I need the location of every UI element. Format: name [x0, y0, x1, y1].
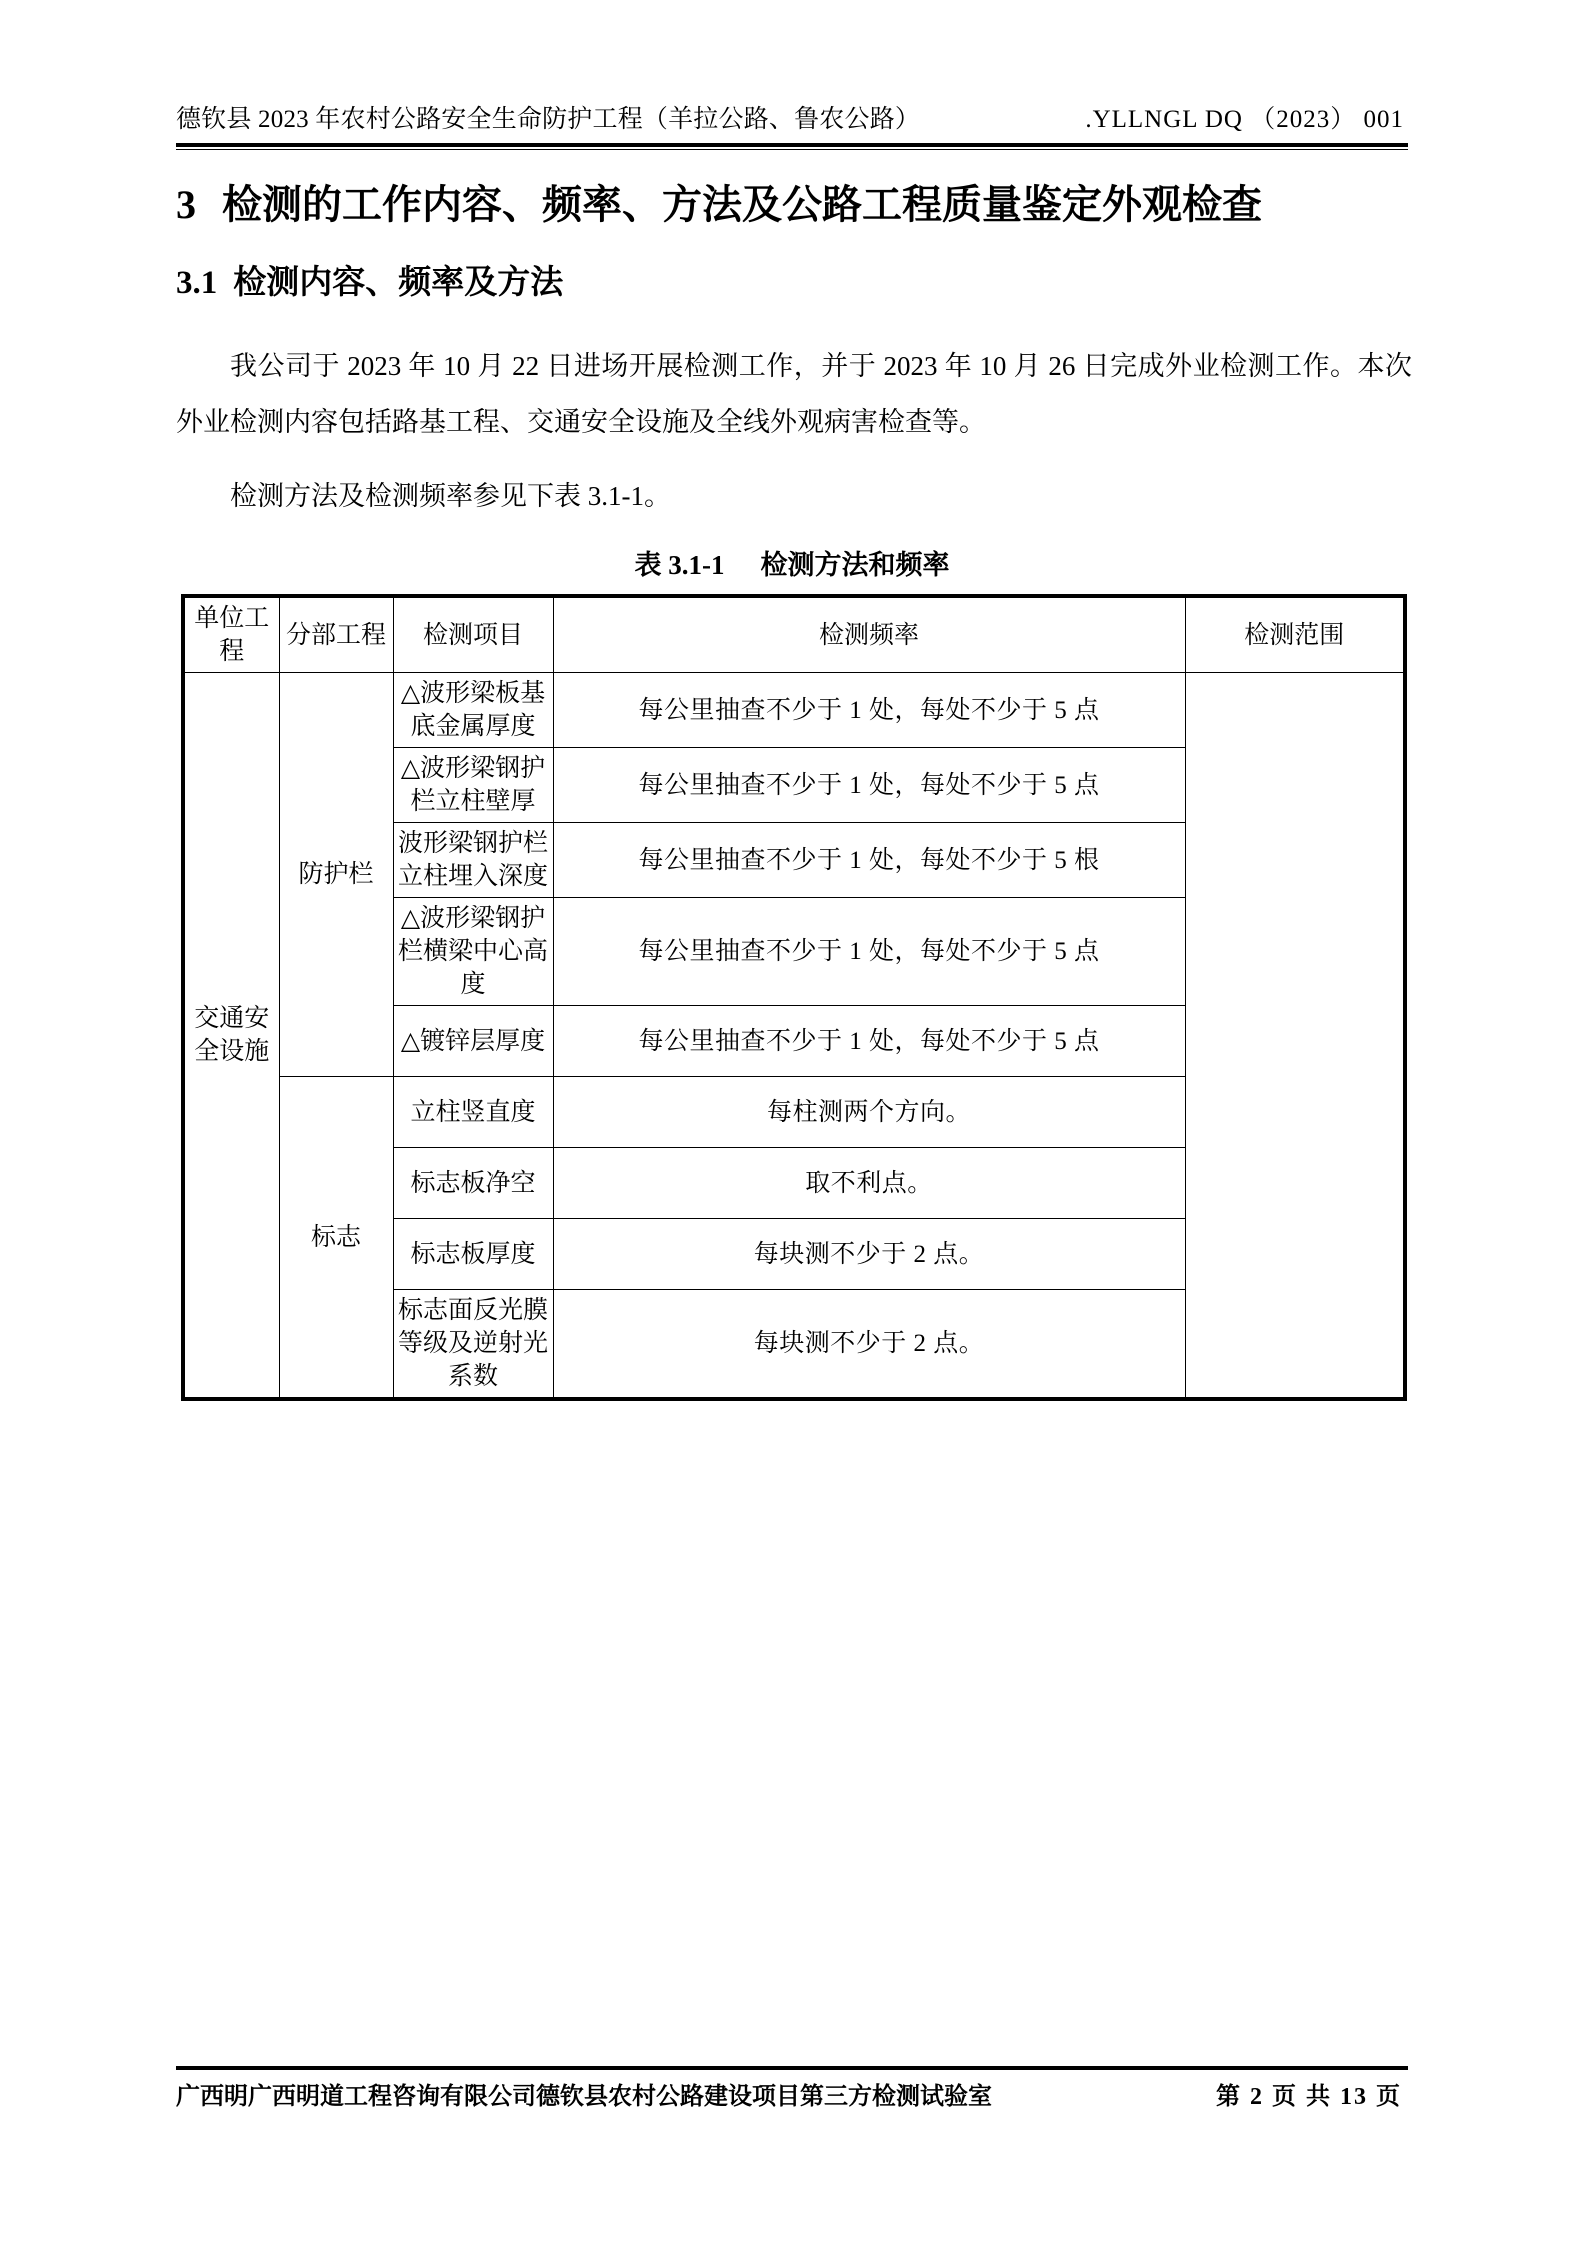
cell-inspection-item: 标志板净空 [393, 1148, 553, 1219]
table-caption [176, 549, 1408, 581]
cell-inspection-scope [1185, 673, 1405, 1400]
footer-page-number: 第 2 页 共 13 页 [1216, 2084, 1402, 2110]
column-header-inspection-frequency: 检测频率 [553, 596, 1185, 673]
section-heading-3 [176, 181, 1416, 229]
paragraph-table-reference: 检测方法及检测频率参见下表 3.1-1。 [230, 481, 671, 511]
cell-unit-engineering: 交通安全设施 [183, 673, 279, 1400]
cell-inspection-frequency: 每公里抽查不少于 1 处，每处不少于 5 点 [553, 673, 1185, 748]
cell-inspection-frequency: 每公里抽查不少于 1 处，每处不少于 5 根 [553, 823, 1185, 898]
table-row [183, 673, 1405, 748]
cell-inspection-item: 波形梁钢护栏立柱埋入深度 [393, 823, 553, 898]
paragraph-inspection-period: 我公司于 2023 年 10 月 22 日进场开展检测工作，并于 2023 年 10 月 26 日完成外业检测工作。本次外业检测内容包括路基工程、交通安全设施及全线外观病害检查等。 [176, 351, 1412, 437]
header-document-code: .YLLNGL DQ （2023） 001 [1085, 106, 1404, 133]
cell-inspection-frequency: 每块测不少于 2 点。 [553, 1290, 1185, 1400]
table-caption-number: 表 3.1-1 [634, 550, 725, 580]
cell-inspection-item: △镀锌层厚度 [393, 1006, 553, 1077]
table-header [183, 596, 1405, 673]
column-header-inspection-scope: 检测范围 [1185, 596, 1405, 673]
section-heading-3-number: 3 [176, 182, 196, 227]
page-header [176, 104, 1408, 135]
cell-inspection-frequency: 每公里抽查不少于 1 处，每处不少于 5 点 [553, 1006, 1185, 1077]
cell-inspection-frequency: 取不利点。 [553, 1148, 1185, 1219]
cell-inspection-frequency: 每块测不少于 2 点。 [553, 1219, 1185, 1290]
cell-inspection-item: △波形梁板基底金属厚度 [393, 673, 553, 748]
section-heading-3-1 [176, 264, 1416, 304]
cell-inspection-item: 标志板厚度 [393, 1219, 553, 1290]
footer-organization: 广西明广西明道工程咨询有限公司德钦县农村公路建设项目第三方检测试验室 [176, 2084, 992, 2110]
table-caption-text: 检测方法和频率 [760, 550, 950, 580]
section-heading-3-1-number: 3.1 [176, 265, 218, 301]
section-heading-3-text: 检测的工作内容、频率、方法及公路工程质量鉴定外观检查 [222, 182, 1262, 227]
table-body [183, 673, 1405, 1400]
inspection-method-table-wrapper [181, 594, 1403, 1401]
header-project-title: 德钦县 2023 年农村公路安全生命防护工程（羊拉公路、鲁农公路） [176, 106, 921, 133]
header-divider-rule [176, 143, 1408, 150]
column-header-inspection-item: 检测项目 [393, 596, 553, 673]
cell-part-guardrail: 防护栏 [279, 673, 393, 1077]
footer-divider-rule [176, 2066, 1408, 2070]
cell-inspection-item: 立柱竖直度 [393, 1077, 553, 1148]
cell-part-sign: 标志 [279, 1077, 393, 1400]
cell-inspection-item: △波形梁钢护栏立柱壁厚 [393, 748, 553, 823]
section-heading-3-1-text: 检测内容、频率及方法 [233, 265, 564, 301]
cell-inspection-frequency: 每柱测两个方向。 [553, 1077, 1185, 1148]
inspection-method-table [181, 594, 1407, 1401]
cell-inspection-frequency: 每公里抽查不少于 1 处，每处不少于 5 点 [553, 748, 1185, 823]
page-footer [176, 2082, 1408, 2113]
table-header-row [183, 596, 1405, 673]
body-text-block [176, 338, 1412, 524]
column-header-part-engineering: 分部工程 [279, 596, 393, 673]
cell-inspection-frequency: 每公里抽查不少于 1 处，每处不少于 5 点 [553, 898, 1185, 1006]
column-header-unit-engineering: 单位工程 [183, 596, 279, 673]
cell-inspection-item: 标志面反光膜等级及逆射光系数 [393, 1290, 553, 1400]
cell-inspection-item: △波形梁钢护栏横梁中心高度 [393, 898, 553, 1006]
